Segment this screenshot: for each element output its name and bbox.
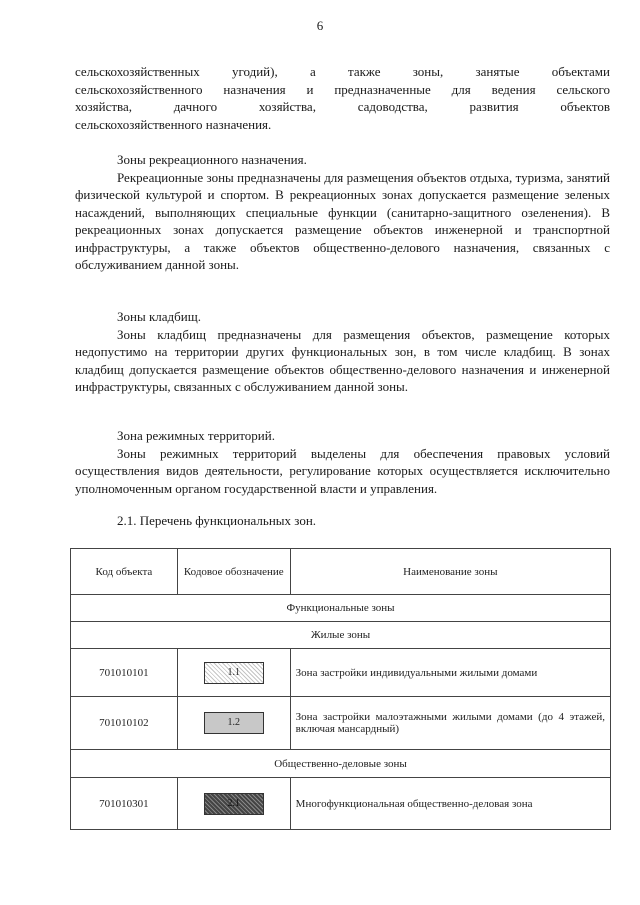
- recreational-heading: Зоны рекреационного назначения.: [117, 152, 307, 167]
- recreational-section: [75, 151, 610, 274]
- zone-swatch: 2.1: [204, 793, 264, 815]
- table-row: [71, 649, 611, 697]
- row-code: 701010101: [71, 649, 178, 697]
- row-code: 701010301: [71, 778, 178, 830]
- zone-swatch: 1.2: [204, 712, 264, 734]
- list-title-block: [75, 512, 610, 530]
- intro-paragraph: [75, 63, 610, 133]
- group-row: [71, 750, 611, 778]
- table-row: [71, 697, 611, 750]
- row-name: Многофункциональная общественно-деловая зона: [290, 778, 610, 830]
- section-row: [71, 595, 611, 622]
- row-designation: [177, 649, 290, 697]
- recreational-text: Рекреационные зоны предназначены для размещения объектов отдыха, туризма, занятий физической культурой и спортом. В рекреационных зонах допускается размещение зеленых насаждений, выполняющих специальные функции (санитарно-защитного озеленения). В рекреационных зонах допускается размещение объектов инженерной и транспортной инфраструктуры, а также объектов общественно-делового назначения, связанных с обслуживанием данной зоны.: [75, 169, 610, 272]
- list-title: 2.1. Перечень функциональных зон.: [117, 513, 317, 528]
- group-business: Общественно-деловые зоны: [71, 750, 611, 778]
- row-code: 701010102: [71, 697, 178, 750]
- row-name: Зона застройки малоэтажными жилыми домами (до 4 этажей, включая мансардный): [290, 697, 610, 750]
- regime-text: Зоны режимных территорий выделены для обеспечения правовых условий осуществления видов деятельности, регулирование которых осуществляется исключительно уполномоченным органом государственной власти и управления.: [75, 445, 610, 496]
- cemetery-text: Зоны кладбищ предназначены для размещения объектов, размещение которых недопустимо на территории других функциональных зон, в том числе кладбищ. В зонах кладбищ допускается размещение объектов общественно-делового назначения и инженерной инфраструктуры, связанных с обслуживанием данной зоны.: [75, 326, 610, 394]
- cemetery-section: [75, 308, 610, 396]
- table-row: [71, 778, 611, 830]
- section-functional: Функциональные зоны: [71, 595, 611, 622]
- header-name: Наименование зоны: [290, 549, 610, 595]
- zone-swatch: 1.1: [204, 662, 264, 684]
- intro-line: сельскохозяйственных угодий), а также зоны, занятые объектами: [75, 64, 610, 79]
- header-code: Код объекта: [71, 549, 178, 595]
- row-designation: [177, 697, 290, 750]
- row-designation: [177, 778, 290, 830]
- intro-line: сельскохозяйственного назначения и предназначенные для ведения сельского: [75, 81, 610, 97]
- page-number: 6: [316, 18, 324, 33]
- intro-line: сельскохозяйственного назначения.: [75, 116, 272, 132]
- group-residential: Жилые зоны: [71, 622, 611, 649]
- row-name: Зона застройки индивидуальными жилыми домами: [290, 649, 610, 697]
- table-header-row: [71, 549, 611, 595]
- zones-table: [70, 548, 611, 830]
- header-designation: Кодовое обозначение: [177, 549, 290, 595]
- cemetery-heading: Зоны кладбищ.: [117, 309, 201, 324]
- regime-section: [75, 427, 610, 497]
- regime-heading: Зона режимных территорий.: [117, 428, 275, 443]
- intro-line: хозяйства, дачного хозяйства, садоводства, развития объектов: [75, 99, 610, 114]
- group-row: [71, 622, 611, 649]
